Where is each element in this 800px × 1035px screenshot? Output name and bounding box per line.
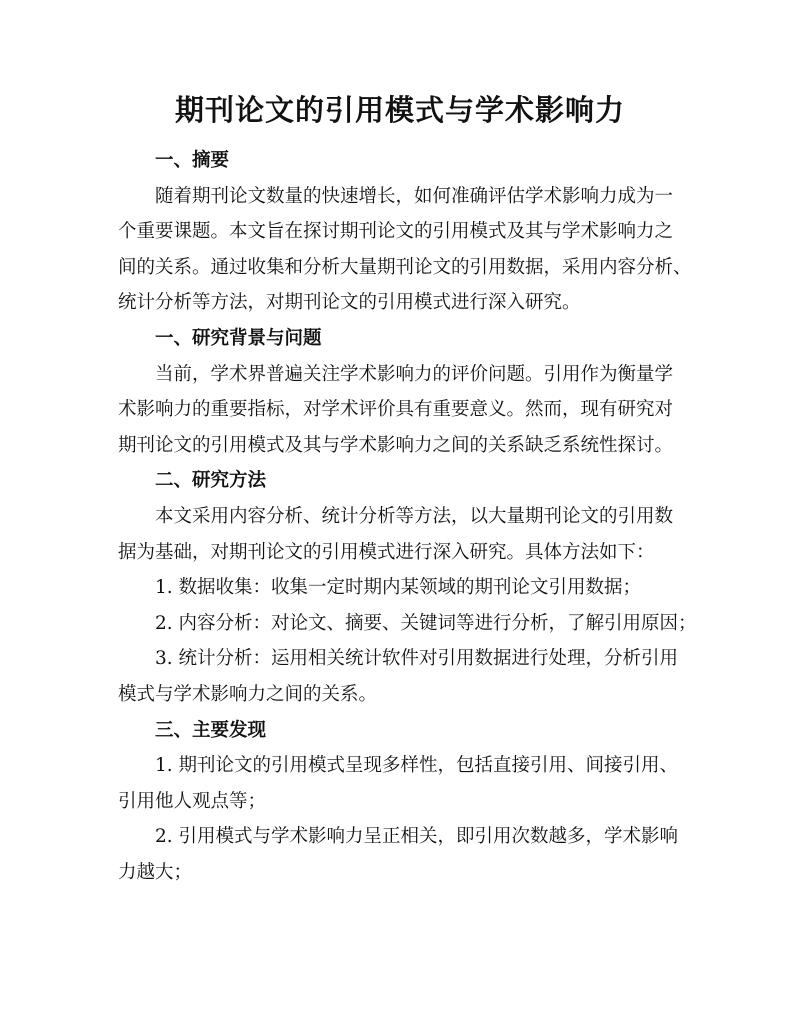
- list-item-line: 力越大；: [118, 861, 193, 883]
- document-body: [118, 143, 697, 890]
- list-item-line: 3. 统计分析：运用相关统计软件对引用数据进行处理，分析引用: [155, 648, 679, 670]
- paragraph-line: 个重要课题。本文旨在探讨期刊论文的引用模式及其与学术影响力之: [118, 221, 674, 243]
- list-item-line: 模式与学术影响力之间的关系。: [118, 683, 378, 705]
- list-item-line: 1. 数据收集：收集一定时期内某领域的期刊论文引用数据；: [155, 577, 642, 599]
- paragraph-line: 随着期刊论文数量的快速增长，如何准确评估学术影响力成为一: [155, 185, 674, 207]
- paragraph-line: 据为基础，对期刊论文的引用模式进行深入研究。具体方法如下：: [118, 541, 655, 563]
- section-heading: 二、研究方法: [155, 470, 267, 492]
- paragraph-line: 期刊论文的引用模式及其与学术影响力之间的关系缺乏系统性探讨。: [118, 434, 674, 456]
- paragraph-line: 本文采用内容分析、统计分析等方法，以大量期刊论文的引用数: [155, 505, 674, 527]
- list-item-line: 1. 期刊论文的引用模式呈现多样性，包括直接引用、间接引用、: [155, 755, 679, 777]
- section-heading: 一、摘要: [155, 150, 230, 171]
- paragraph-line: 术影响力的重要指标，对学术评价具有重要意义。然而，现有研究对: [118, 399, 674, 421]
- list-item-line: 2. 引用模式与学术影响力呈正相关，即引用次数越多，学术影响: [155, 826, 679, 848]
- document-title: 期刊论文的引用模式与学术影响力: [174, 93, 625, 127]
- paragraph-line: 当前，学术界普遍关注学术影响力的评价问题。引用作为衡量学: [155, 363, 674, 385]
- list-item-line: 引用他人观点等；: [118, 790, 267, 812]
- paragraph-line: 间的关系。通过收集和分析大量期刊论文的引用数据，采用内容分析、: [118, 256, 692, 278]
- section-heading: 一、研究背景与问题: [155, 327, 322, 349]
- section-heading: 三、主要发现: [155, 719, 267, 741]
- list-item-line: 2. 内容分析：对论文、摘要、关键词等进行分析，了解引用原因；: [155, 612, 697, 634]
- paragraph-line: 统计分析等方法，对期刊论文的引用模式进行深入研究。: [118, 292, 581, 314]
